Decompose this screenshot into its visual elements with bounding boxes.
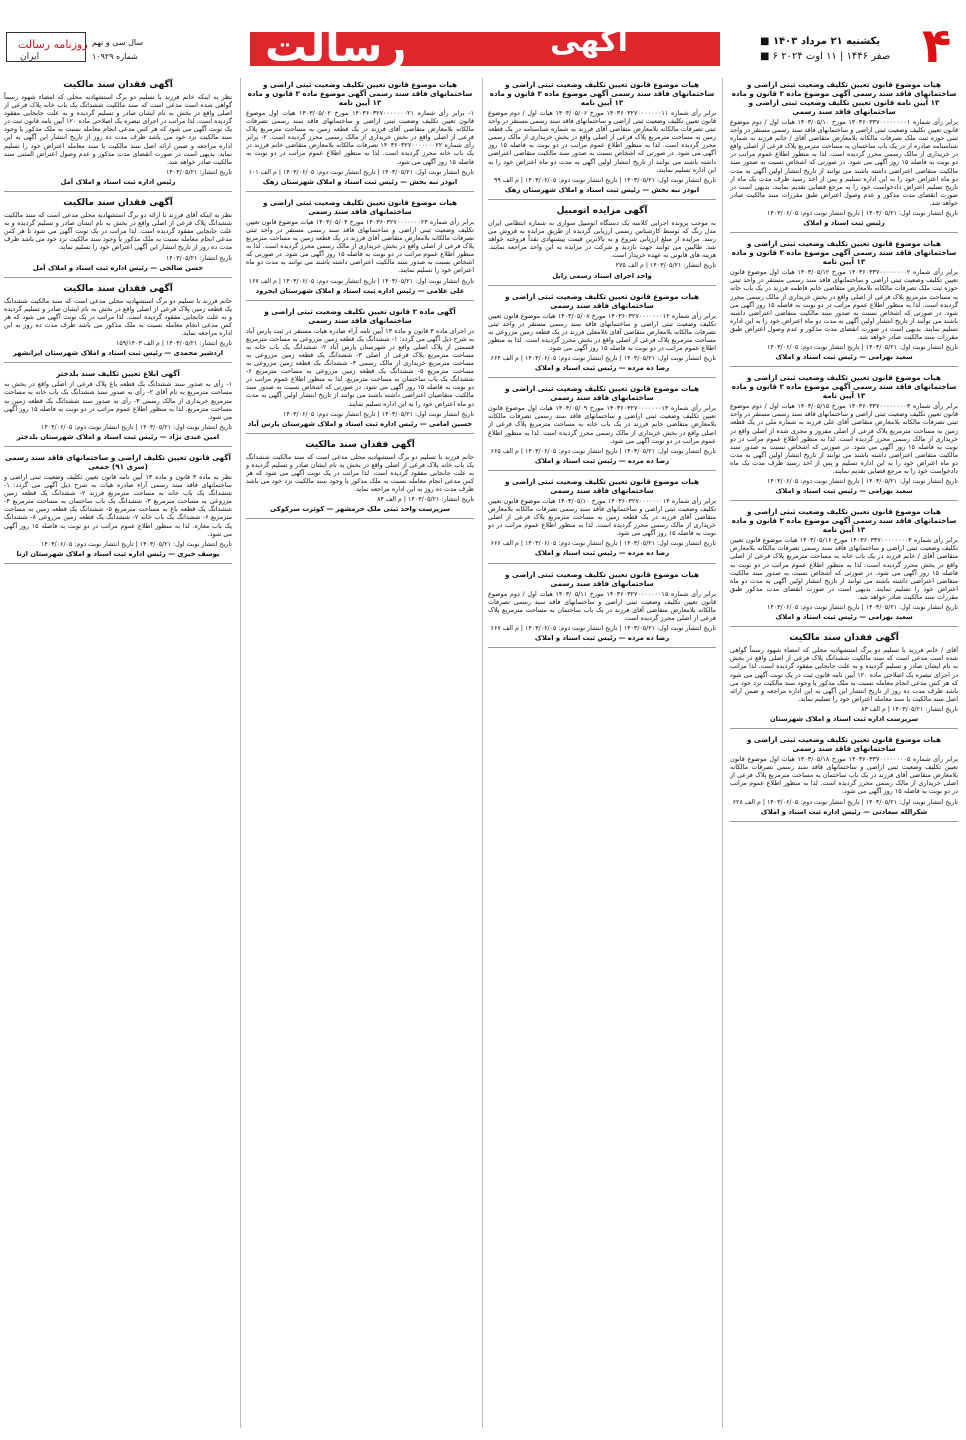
notice-body: نظر به اینکه خانم فرزند با تسلیم دو برگ استشهادیه محلی که امضاء شهود رسماً گواهی شده است مدعی است که سند مالکیت ششدانگ یک باب خانه پلاک فرعی از اصلی واقع در بخش به نام ایشان صادر و تسلیم گردیده و به علت جابجایی مفقود گردیده است. لذا مراتب در اجرای تبصره یک اصلاحی ماده ۱۲۰ آیین نامه قانون ثبت در یک نوبت آگهی می شود که هر کس مدعی انجام معامله نسبت به ملک مذکور یا وجود سند مالکیت نزد خود می باشد ظرف مدت ده روز از تاریخ انتشار این آگهی به این اداره مراجعه و ضمن ارائه اصل سند مالکیت یا سند معامله اعتراض خود را تسلیم نماید. بدیهی است در صورت انقضای مدت مذکور و عدم وصول اعتراض المثنی سند مالکیت صادر خواهد شد. [4,93,232,166]
notice-dates: تاریخ انتشار نوبت اول: ۱۴۰۳/۰۵/۲۱ | تاریخ انتشار نوبت دوم: ۱۴۰۳/۰۶/۰۵ [40,540,232,548]
notice [4,284,232,364]
notice-signature: شکرالله سعادتی — رئیس اداره ثبت اسناد و املاک [760,807,928,816]
masthead-logo-subtitle: ایران [20,52,40,62]
notice-dates: تاریخ انتشار نوبت اول: ۱۴۰۳/۰۵/۲۱ | تاریخ انتشار نوبت دوم: ۱۴۰۳/۰۶/۰۵ | م الف ۹۹ [493,176,716,184]
notice-signature: واحد اجرای اسناد رسمی زابل [552,271,652,280]
notice-dates: تاریخ انتشار نوبت اول: ۱۴۰۳/۰۵/۲۱ | تاریخ انتشار نوبت دوم: ۱۴۰۳/۰۶/۰۵ | م الف ۶۶۴ [490,355,716,363]
notice [488,206,716,286]
notice-body: برابر رأی شماره ۱۴۰۳۶۰۳۳۷۰۰۰۰۰۰۰۰۵ مورخ ۱۴۰۳/۰۵/۱۸ هیات اول موضوع قانون تعیین تکلیف وضعیت ثبتی اراضی و ساختمانهای فاقد سند رسمی تصرفات مالکانه بلامعارض متقاضی آقای فرزند در یک باب ساختمان به مساحت مترمربع پلاک فرعی از اصلی خریداری از مالک رسمی محرز گردیده است. لذا به منظور اطلاع عموم مراتب در دو نوبت به فاصله ۱۵ روز آگهی می شود. [730,755,958,796]
notice-body: خانم فرزند با تسلیم دو برگ استشهادیه محلی مدعی است که سند مالکیت ششدانگ یک قطعه زمین پلاک فرعی از اصلی واقع در بخش به نام ایشان صادر و تسلیم گردیده و به علت جابجایی مفقود گردیده است. لذا مراتب در یک نوبت آگهی می شود که هر کس مدعی انجام معامله نسبت به ملک مذکور می باشد ظرف مدت ده روز به این اداره مراجعه نماید. [4,296,232,338]
notice-title: آگهی مزایده اتومبیل [556,205,648,216]
column-divider [722,78,723,1428]
notice-dates: تاریخ انتشار نوبت اول: ۱۴۰۳/۰۵/۲۱ | تاریخ انتشار نوبت دوم: ۱۴۰۳/۰۶/۰۵ | م الف ۶۶۷ [490,624,716,632]
notice-dates: تاریخ انتشار نوبت اول: ۱۴۰۳/۰۵/۲۱ | تاریخ انتشار نوبت دوم: ۱۴۰۳/۰۶/۰۵ [766,478,958,486]
page-header [0,0,966,74]
notice-title: آگهی ماده ۳ قانون تعیین تکلیف وضعیت ثبتی اراضی و ساختمانهای فاقد سند رسمی [264,306,456,325]
notice [246,80,474,192]
notice-signature: یوسف خیری — رئیس اداره ثبت اسناد و املاک شهرستان ازنا [16,549,220,558]
notice-signature: حسن صالحی — رئیس اداره ثبت اسناد و املاک آمل [32,263,204,272]
notice [730,80,958,233]
notice-title: هیات موضوع قانون تعیین تکلیف وضعیت ثبتی اراضی و ساختمانهای فاقد سند رسمی [505,476,699,495]
column-1 [730,78,958,1428]
notice-dates: تاریخ انتشار نوبت اول: ۱۴۰۳/۰۵/۲۱ | تاریخ انتشار نوبت دوم: ۱۴۰۳/۰۶/۰۵ [766,344,958,352]
notice-signature: ابوذر نبه بخش — رئیس ثبت اسناد و املاک شهرستان زهک [504,185,700,194]
notice-title: آگهی فقدان سند مالکیت [305,439,415,450]
notice [730,633,958,729]
notice-body: خانم فرزند با تسلیم دو برگ استشهادیه محلی مدعی است که سند مالکیت ششدانگ یک باب خانه پلاک فرعی از اصلی واقع در بخش به نام ایشان صادر و تسلیم گردیده و به علت جابجایی مفقود گردیده است. لذا مراتب در یک نوبت آگهی می شود که هر کس مدعی انجام معامله نسبت به ملک مذکور یا وجود سند مالکیت نزد خود می باشد ظرف مدت ده روز به این اداره مراجعه نماید. [246,452,474,494]
notice [488,292,716,379]
notice [730,507,958,627]
page-number: ۴ [922,18,952,74]
notice [4,369,232,447]
notice [730,735,958,822]
notice-signature: رئیس اداره ثبت اسناد و املاک آمل [60,177,176,186]
notice [488,80,716,200]
notice-dates: تاریخ انتشار نوبت اول: ۱۴۰۳/۰۵/۲۱ | تاریخ انتشار نوبت دوم: ۱۴۰۳/۰۶/۰۵ [40,423,232,431]
notice-signature: حسین امامی — رئیس اداره ثبت اسناد و املاک شهرستان پارس آباد [247,419,473,428]
notice-signature: سعید بهرامی — رئیس ثبت اسناد و املاک [775,487,913,496]
notice-title: هیات موضوع قانون تعیین تکلیف وضعیت ثبتی اراضی و ساختمانهای فاقد سند رسمی آگهی موضوع ماده ۳ قانون و ماده ۱۳ آیین نامه [731,373,957,401]
notice-body: برابر رأی شماره ۱۴۰۳۶۰۳۲۷۰۰۰۰۰۰۰۱۴ مورخ ۱۴۰۳/۰۵/۱۰ هیات موضوع قانون تعیین تکلیف وضعیت ثبتی اراضی و ساختمانهای فاقد سند رسمی تصرفات مالکانه بلامعارض متقاضی آقای فرزند در یک قطعه زمین به مساحت مترمربع پلاک فرعی از اصلی خریداری از مالک رسمی محرز گردیده است. لذا به منظور اطلاع عموم مراتب در دو نوبت به فاصله ۱۵ روز آگهی می شود. [488,496,716,538]
notice [246,307,474,434]
column-divider [240,78,241,1428]
masthead-logo-title: روزنامه رسالت [18,38,88,51]
notice-title: آگهی فقدان سند مالکیت [63,80,173,90]
notice-title: هیات موضوع قانون تعیین تکلیف وضعیت ثبتی اراضی و ساختمانهای فاقد سند رسمی [505,569,699,588]
notice-title: هیات موضوع قانون تعیین تکلیف وضعیت ثبتی اراضی و ساختمانهای فاقد سند رسمی [263,197,457,216]
notice-body: برابر رأی شماره ۱۴۰۳۶۰۳۲۷۰۰۰۰۰۰۰۱۲ مورخ ۱۴۰۳/۰۵/۰۸ هیات موضوع قانون تعیین تکلیف وضعیت ثبتی اراضی و ساختمانهای فاقد سند رسمی مستقر در واحد ثبتی تصرفات مالکانه بلامعارض متقاضی آقای غلامعلی فرزند در یک قطعه زمین مزروعی به مساحت مترمربع پلاک فرعی از اصلی واقع در بخش محرز گردیده است. لذا به منظور اطلاع عموم مراتب در دو نوبت به فاصله ۱۵ روز آگهی می شود. [488,311,716,352]
notice-dates: تاریخ انتشار نوبت اول: ۱۴۰۳/۰۵/۲۱ | تاریخ انتشار نوبت دوم: ۱۴۰۳/۰۶/۰۵ | م الف ۶۶۵ [490,447,716,455]
notice-dates: تاریخ انتشار: ۱۴۰۳/۰۵/۲۱ | م الف ۲۷۵ [615,262,716,270]
notice-dates: تاریخ انتشار نوبت اول: ۱۴۰۳/۰۵/۲۱ | تاریخ انتشار نوبت دوم: ۱۴۰۳/۰۶/۰۵ | م الف ۱۰۱ [248,168,474,176]
notice-title: هیات موضوع قانون تعیین تکلیف وضعیت ثبتی اراضی و ساختمانهای فاقد سند رسمی آگهی موضوع ماده ۳ قانون و ماده ۱۳ آیین نامه [731,239,957,267]
notice [246,440,474,520]
notice-body: نظر به اینکه آقای فرزند با ارائه دو برگ استشهادیه محلی مدعی است که سند مالکیت ششدانگ پلاک فرعی از اصلی واقع در بخش به نام ایشان صادر و تسلیم گردیده و به علت جابجایی مفقود گردیده است. لذا مراتب در یک نوبت آگهی می شود تا هر کس مدعی انجام معامله نسبت به ملک مذکور یا وجود سند مالکیت نزد خود می باشد ظرف مدت ده روز از تاریخ انتشار این آگهی اعتراض خود را تسلیم نماید. [4,211,232,252]
notice-title: هیات موضوع قانون تعیین تکلیف وضعیت ثبتی اراضی و ساختمانهای فاقد سند رسمی آگهی موضوع ماده ۳ قانون و ماده ۱۳ آیین نامه [489,80,715,107]
section-label: آگهی [550,24,628,59]
notice-body: برابر رأی شماره ۱۴۰۳۶۰۳۳۷۰۰۰۰۰۰۰۰۳ مورخ ۱۴۰۳/۰۵/۱۵ هیات اول / دوم موضوع قانون تعیین تکلیف وضعیت ثبتی اراضی و ساختمانهای فاقد سند رسمی مستقر در واحد ثبتی تصرفات مالکانه بلامعارض متقاضی آقای علی فرزند به شماره ملی در یک قطعه زمین به مساحت مترمربع پلاک فرعی از اصلی مفروز و مجزی شده از اصلی واقع در خریداری از مالک رسمی محرز گردیده است. لذا به منظور اطلاع عموم مراتب در دو نوبت به فاصله ۱۵ روز آگهی می شود. در صورتی که اشخاص نسبت به صدور سند مالکیت متقاضی اعتراضی داشته باشند می توانند از تاریخ انتشار اولین آگهی به مدت دو ماه اعتراض خود را به این اداره تسلیم و پس از اخذ رسید ظرف مدت یک ماه دادخواست خود را به مرجع قضایی تقدیم نمایند. [730,402,958,475]
notice-body: در اجرای ماده ۳ قانون و ماده ۱۳ آیین نامه آراء صادره هیات مستقر در ثبت پارس آباد به شرح ذیل آگهی می گردد: ۱- ششدانگ یک قطعه زمین مزروعی به مساحت مترمربع قسمتی از پلاک اصلی واقع در شهرستان پارس آباد ۲- ششدانگ یک باب خانه به مساحت مترمربع پلاک فرعی از اصلی ۳- ششدانگ یک قطعه زمین مزروعی به مساحت مترمربع خریداری از مالک رسمی ۴- ششدانگ یک قطعه زمین مزروعی به مساحت مترمربع ۵- ششدانگ یک قطعه زمین مزروعی به مساحت مترمربع ۶- ششدانگ یک باب ساختمان به مساحت مترمربع. لذا به منظور اطلاع عموم مراتب در دو نوبت به فاصله ۱۵ روز آگهی می شود. در صورتی که اشخاص نسبت به صدور سند مالکیت متقاضیان اعتراضی داشته باشند می توانند از تاریخ انتشار اولین آگهی به مدت دو ماه اعتراض خود را به این اداره تسلیم نمایند. [246,326,474,408]
notice-dates: تاریخ انتشار نوبت اول: ۱۴۰۳/۰۵/۲۱ | تاریخ انتشار نوبت دوم: ۱۴۰۳/۰۶/۰۵ [766,604,958,612]
notice-dates: تاریخ انتشار نوبت اول: ۱۴۰۳/۰۵/۲۱ | تاریخ انتشار نوبت دوم: ۱۴۰۳/۰۶/۰۵ | م الف ۶۲۸ [732,798,958,806]
notice-title: هیات موضوع قانون تعیین تکلیف وضعیت ثبتی اراضی و ساختمانهای فاقد سند رسمی [505,384,699,403]
notice-signature: رضا ده مرده — رئیس ثبت اسناد و املاک [534,456,670,465]
notice [730,239,958,367]
notice-dates: تاریخ انتشار: ۱۴۰۳/۰۵/۲۱ | م الف ۸۳ [861,705,958,713]
notice [4,453,232,564]
notice-dates: تاریخ انتشار نوبت اول: ۱۴۰۳/۰۵/۲۱ | تاریخ انتشار نوبت دوم: ۱۴۰۳/۰۶/۰۵ | م الف ۱۶۷ [248,277,474,285]
column-4 [4,78,232,1428]
notice-signature: سرپرست اداره ثبت اسناد و املاک شهرستان [769,714,919,723]
notice [4,198,232,278]
notice-signature: ابوذر نبه بخش — رئیس ثبت اسناد و املاک شهرستان زهک [262,177,458,186]
notice-body: برابر رأی شماره ۱۴۰۳۶۰۳۲۷۰۰۰۰۰۰۰۲۳ مورخ ۱۴۰۳/۰۵/۰۴ هیات موضوع قانون تعیین تکلیف وضعیت ثبتی اراضی و ساختمانهای فاقد سند رسمی مستقر در واحد ثبتی تصرفات مالکانه بلامعارض متقاضی آقای فرزند در یک قطعه زمین به مساحت مترمربع پلاک فرعی از اصلی واقع در بخش خریداری از مالک رسمی محرز گردیده است. لذا به منظور اطلاع عموم مراتب در دو نوبت به فاصله ۱۵ روز آگهی می شود. در صورتی که اشخاص نسبت به صدور سند مالکیت اعتراضی داشته باشند می توانند به مدت دو ماه اعتراض خود را تسلیم نمایند. [246,217,474,275]
date-hijri-gregorian: ■ ۶ صفر ۱۴۴۶ | ۱۱ اوت ۲۰۲۴ [760,51,891,62]
notice [488,570,716,649]
notice-dates: تاریخ انتشار نوبت اول: ۱۴۰۳/۰۵/۲۱ | تاریخ انتشار نوبت دوم: ۱۴۰۳/۰۶/۰۵ [766,210,958,218]
notice-body: برابر رأی شماره ۱۴۰۳۶۰۳۲۷۰۰۰۰۰۰۰۱۳ مورخ ۱۴۰۳/۰۵/۰۹ هیات اول موضوع قانون تعیین تکلیف وضعیت ثبتی اراضی و ساختمانهای فاقد سند رسمی تصرفات مالکانه بلامعارض متقاضی خانم فرزند در یک باب خانه به مساحت مترمربع پلاک فرعی از اصلی واقع در بخش خریداری از مالک رسمی محرز گردیده است. لذا به منظور اطلاع عموم مراتب در دو نوبت آگهی می شود. [488,404,716,445]
notice-body: آقای / خانم فرزند با تسلیم دو برگ استشهادیه محلی که امضاء شهود رسماً گواهی شده است مدعی است که سند مالکیت ششدانگ پلاک فرعی از اصلی واقع در بخش به نام ایشان صادر و تسلیم گردیده و به علت جابجایی مفقود گردیده است. لذا مراتب در اجرای تبصره یک اصلاحی ماده ۱۲۰ آیین نامه قانون ثبت در یک نوبت آگهی می شود که هر کس مدعی انجام معامله نسبت به ملک مذکور یا وجود سند مالکیت نزد خود می باشد ظرف مدت ده روز از تاریخ انتشار این آگهی به این اداره مراجعه و ضمن ارائه اصل سند مالکیت یا سند معامله اعتراض خود را تسلیم نماید. [730,646,958,703]
notice-signature: رضا ده مرده — رئیس ثبت اسناد و املاک [534,364,670,373]
column-divider [482,78,483,1428]
notice-signature: رضا ده مرده — رئیس ثبت اسناد و املاک [534,549,670,558]
notice-title: آگهی فقدان سند مالکیت [789,633,899,644]
notice-title: آگهی فقدان سند مالکیت [63,283,173,294]
notice-signature: سعید بهرامی — رئیس ثبت اسناد و املاک [775,613,913,622]
notice-body: برابر رأی شماره ۱۴۰۳۶۰۳۲۷۰۰۰۰۰۰۰۱۱ مورخ ۱۴۰۳/۰۵/۰۶ هیات اول / دوم موضوع قانون تعیین تکلیف وضعیت ثبتی اراضی و ساختمانهای فاقد سند رسمی مستقر در واحد ثبتی تصرفات مالکانه بلامعارض متقاضی آقای فرزند به شماره شناسنامه در یک قطعه زمین به مساحت مترمربع پلاک فرعی از اصلی واقع در بخش خریداری از مالک رسمی محرز گردیده است. لذا به منظور اطلاع عموم مراتب در دو نوبت به فاصله ۱۵ روز آگهی می شود. در صورتی که اشخاص نسبت به صدور سند مالکیت متقاضی اعتراضی داشته باشند می توانند از تاریخ انتشار اولین آگهی به مدت دو ماه اعتراض خود را به این اداره تسلیم نمایند. [488,109,716,174]
notice-dates: تاریخ انتشار: ۱۴۰۳/۰۵/۲۱ | م الف ۸۴ [377,496,474,504]
notice-dates: تاریخ انتشار: ۱۴۰۳/۰۵/۲۱ [166,168,232,176]
notice [730,373,958,501]
notice-dates: تاریخ انتشار: ۱۴۰۳/۰۵/۲۱ | م الف ۱۵۹/۱۴۰۳ [116,340,232,348]
notice-signature: رئیس ثبت اسناد و املاک [803,219,885,228]
notice-title: هیات موضوع قانون تعیین تکلیف وضعیت ثبتی اراضی و ساختمانهای فاقد سند رسمی آگهی موضوع ماده ۳ قانون و ماده ۱۳ آیین نامه [731,507,957,535]
notice-body: ۱- برابر رأی شماره ۱۴۰۳۶۰۳۲۷۰۰۰۰۰۰۰۲۱ مورخ ۱۴۰۳/۰۵/۰۲ هیات اول موضوع قانون تعیین تکلیف وضعیت ثبتی اراضی و ساختمانهای فاقد سند رسمی تصرفات مالکانه بلامعارض متقاضی آقای فرزند در یک قطعه زمین به مساحت مترمربع پلاک فرعی از اصلی واقع در بخش خریداری از مالک رسمی محرز گردیده است. ۲- برابر رأی شماره ۱۴۰۳۶۰۳۲۷۰۰۰۰۰۰۰۲۲ تصرفات مالکانه بلامعارض متقاضی خانم فرزند در یک باب خانه محرز گردیده است. لذا به منظور اطلاع عموم مراتب در دو نوبت به فاصله ۱۵ روز آگهی می شود. [246,109,474,166]
notice-signature: اردشیر محمدی — رئیس ثبت اسناد و املاک شهرستان ایرانشهر [12,349,224,358]
column-3 [246,78,474,1428]
notice-title: هیات موضوع قانون تعیین تکلیف وضعیت ثبتی اراضی و ساختمانهای فاقد سند رسمی آگهی موضوع ماده ۳ قانون و ماده ۱۳ آیین نامه قانون تعیین تکلیف وضعیت ثبتی اراضی و ساختمانهای فاقد سند رسمی [731,80,957,116]
notice-title: آگهی فقدان سند مالکیت [63,198,173,209]
notice-title: هیات موضوع قانون تعیین تکلیف وضعیت ثبتی اراضی و ساختمانهای فاقد سند رسمی [505,291,699,310]
year-label: سال سی و نهم [92,38,144,47]
notice-body: به موجب پرونده اجرایی کلاسه یک دستگاه اتومبیل سواری به شماره انتظامی ایران مدل رنگ که توسط کارشناس رسمی ارزیابی گردیده از طریق مزایده به فروش می رسد. مزایده از مبلغ ارزیابی شروع و به بالاترین قیمت پیشنهادی نقداً فروخته خواهد شد. طالبین می توانند جهت بازدید و شرکت در مزایده به این واحد مراجعه نمایند. هزینه های قانونی به عهده خریدار است. [488,218,716,260]
notice-body: برابر رأی شماره ۱۴۰۳۶۰۳۳۷۰۰۰۰۰۰۰۰۴ مورخ ۱۴۰۳/۰۵/۱۶ هیات موضوع قانون تعیین تکلیف وضعیت ثبتی اراضی و ساختمانهای فاقد سند رسمی تصرفات مالکانه بلامعارض متقاضی آقای / خانم فرزند در یک باب خانه به مساحت مترمربع پلاک فرعی از اصلی واقع در بخش محرز گردیده است. لذا به منظور اطلاع عموم مراتب در دو نوبت به فاصله ۱۵ روز آگهی می شود. در صورتی که اشخاص نسبت به صدور سند مالکیت متقاضی اعتراضی داشته باشند می توانند از تاریخ انتشار اولین آگهی به مدت دو ماه اعتراض خود را تسلیم نمایند. بدیهی است در صورت انقضای مدت مذکور طبق مقررات سند مالکیت صادر خواهد شد. [730,536,958,601]
notice-title: هیات موضوع قانون تعیین تکلیف وضعیت ثبتی اراضی و ساختمانهای فاقد سند رسمی [747,735,941,754]
notice-dates: تاریخ انتشار نوبت اول: ۱۴۰۳/۰۵/۲۱ | تاریخ انتشار نوبت دوم: ۱۴۰۳/۰۶/۰۵ | م الف ۶۶۶ [490,540,716,548]
notice-signature: رضا ده مرده — رئیس ثبت اسناد و املاک [534,634,670,643]
notice-body: برابر رأی شماره ۱۴۰۳۶۰۳۲۷۰۰۰۰۰۰۰۱۵ مورخ ۱۴۰۳/۰۵/۱۱ هیات اول / دوم موضوع قانون تعیین تکلیف وضعیت ثبتی اراضی و ساختمانهای فاقد سند رسمی تصرفات مالکانه بلامعارض متقاضی آقای فرزند در یک باب ساختمان به مساحت مترمربع پلاک فرعی از اصلی محرز گردیده است. [488,589,716,622]
notice-body: نظر به ماده ۳ قانون و ماده ۱۳ آیین نامه قانون تعیین تکلیف وضعیت ثبتی اراضی و ساختمانهای فاقد سند رسمی آراء صادره هیات به شرح ذیل آگهی می گردد: ۱- ششدانگ یک باب خانه به مساحت مترمربع فرزند ۲- ششدانگ یک قطعه زمین مزروعی به مساحت مترمربع ۳- ششدانگ یک باب ساختمان به مساحت مترمربع ۴- ششدانگ یک قطعه باغ به مساحت مترمربع ۵- ششدانگ یک قطعه زمین به مساحت مترمربع ۶- ششدانگ یک باب خانه ۷- ششدانگ یک قطعه زمین مزروعی ۸- ششدانگ یک باب مغازه. لذا به منظور اطلاع عموم مراتب در دو نوبت به فاصله ۱۵ روز آگهی می شود. [4,473,232,538]
brand-name: رسالت [265,22,407,71]
notice [488,477,716,564]
notice-title: آگهی قانون تعیین تکلیف اراضی و ساختمانهای فاقد سند رسمی (سری ۹۱) جمعی [5,453,231,471]
date-persian: ■ یکشنبه ۲۱ مرداد ۱۴۰۳ [760,36,881,47]
notice-signature: سرپرست واحد ثبتی ملک خرمشهر — کوثرت سرکوکی [270,505,450,514]
notice-title: هیات موضوع قانون تعیین تکلیف وضعیت ثبتی اراضی و ساختمانهای فاقد سند رسمی آگهی موضوع ماده ۳ قانون و ماده ۱۳ آیین نامه [247,80,473,107]
notice-body: برابر رأی شماره ۱۴۰۳۶۰۳۳۷۰۰۰۰۰۰۰۰۲ مورخ ۱۴۰۳/۰۵/۱۲ هیات اول موضوع قانون تعیین تکلیف وضعیت ثبتی اراضی و ساختمانهای فاقد سند رسمی مستقر در واحد ثبتی حوزه ثبت ملک تصرفات مالکانه بلامعارض متقاضی خانم فاطمه فرزند در یک باب خانه به مساحت مترمربع پلاک فرعی از اصلی واقع در بخش خریداری از مالک رسمی محرز گردیده است. لذا به منظور اطلاع عموم مراتب در دو نوبت به فاصله ۱۵ روز آگهی می شود. در صورتی که اشخاص نسبت به صدور سند مالکیت متقاضی اعتراضی داشته باشند می توانند از تاریخ انتشار اولین آگهی به مدت دو ماه اعتراض خود را به این اداره تسلیم نمایند. بدیهی است در صورت انقضای مدت مذکور و عدم وصول اعتراض طبق مقررات سند مالکیت صادر خواهد شد. [730,268,958,341]
notice-dates: تاریخ انتشار نوبت اول: ۱۴۰۳/۰۵/۲۱ | تاریخ انتشار نوبت دوم: ۱۴۰۳/۰۶/۰۵ [282,410,474,418]
column-2 [488,78,716,1428]
notice [246,198,474,301]
notice-signature: علی غلامی — رئیس اداره ثبت اسناد و املاک شهرستان ایجرود [255,286,465,295]
notice-signature: امین عبدی نژاد — رئیس ثبت اسناد و املاک شهرستان بلدختر [16,432,220,441]
notice [4,80,232,192]
notice [488,384,716,471]
issue-number: شماره ۱۰۹۲۹ [92,52,138,61]
notice-signature: سعید بهرامی — رئیس ثبت اسناد و املاک [775,353,913,362]
notice-body: ۱- رأی به صدور سند ششدانگ یک قطعه باغ پلاک فرعی از اصلی واقع در بخش به مساحت مترمربع به نام آقای ۲- رأی به صدور سند ششدانگ یک باب خانه به مساحت مترمربع خریداری از مالک رسمی ۳- رأی به صدور سند ششدانگ یک قطعه زمین به مساحت مترمربع. لذا به منظور اطلاع عموم مراتب در دو نوبت به فاصله ۱۵ روز آگهی می شود. [4,380,232,421]
notice-title: آگهی ابلاغ تعیین تکلیف سند بلدختر [56,369,180,379]
notice-dates: تاریخ انتشار: ۱۴۰۳/۰۵/۲۱ [166,254,232,262]
notice-body: برابر رأی شماره ۱۴۰۳۶۰۳۳۷۰۰۰۰۰۰۰۰۱ مورخ ۱۴۰۳/۰۵/۱۰ هیات اول / دوم موضوع قانون تعیین تکلیف وضعیت ثبتی اراضی و ساختمانهای فاقد سند رسمی مستقر در واحد ثبتی حوزه ثبت ملک تصرفات مالکانه بلامعارض متقاضی آقای / خانم فرزند به شماره شناسنامه صادره از در یک باب ساختمان به مساحت مترمربع پلاک فرعی از اصلی واقع در خریداری از مالک رسمی محرز گردیده است. لذا به منظور اطلاع عموم مراتب در دو نوبت به فاصله ۱۵ روز آگهی می شود. در صورتی که اشخاص نسبت به صدور سند مالکیت متقاضی اعتراضی داشته باشند می توانند از تاریخ انتشار اولین آگهی به مدت دو ماه اعتراض خود را به این اداره تسلیم و پس از اخذ رسید ظرف مدت یک ماه از تاریخ تسلیم اعتراض دادخواست خود را به مرجع قضایی تقدیم نمایند. بدیهی است در صورت انقضای مدت مذکور و عدم وصول اعتراض طبق مقررات سند مالکیت صادر خواهد شد. [730,118,958,207]
